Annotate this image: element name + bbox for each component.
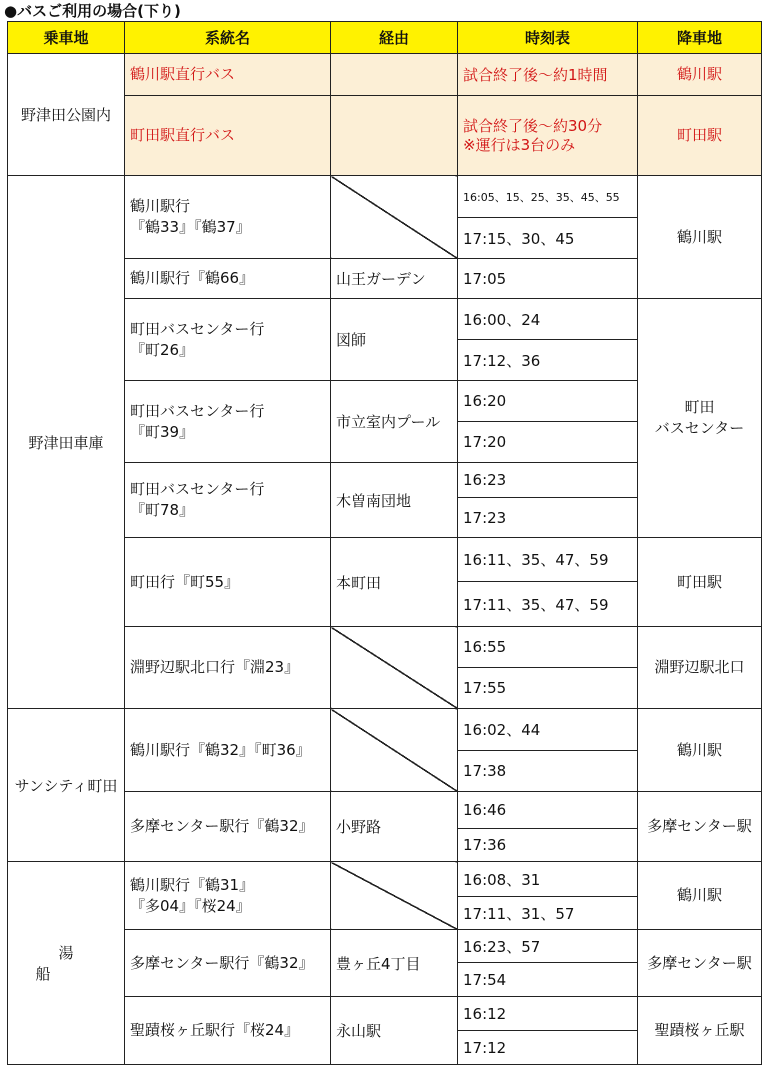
departure-times: 17:55 [458, 668, 638, 709]
departure-times: 16:23、57 [458, 930, 638, 963]
alighting-stop: 鶴川駅 [638, 709, 762, 792]
route-name: 町田行『町55』 [125, 538, 331, 627]
table-row [8, 54, 762, 96]
header-alighting-stop: 降車地 [638, 22, 762, 54]
alighting-stop: 町田駅 [638, 96, 762, 176]
boarding-stop: サンシティ町田 [8, 709, 125, 862]
departure-times: 17:11、35、47、59 [458, 582, 638, 627]
alighting-stop: 多摩センター駅 [638, 792, 762, 862]
departure-times: 17:05 [458, 259, 638, 299]
via-none [331, 709, 458, 792]
departure-times: 17:36 [458, 829, 638, 862]
departure-times: 16:23 [458, 463, 638, 498]
departure-times: 16:55 [458, 627, 638, 668]
departure-times: 17:20 [458, 422, 638, 463]
route-name: 鶴川駅行『鶴66』 [125, 259, 331, 299]
departure-times: 16:08、31 [458, 862, 638, 897]
route-name: 鶴川駅行『鶴32』『町36』 [125, 709, 331, 792]
route-name: 淵野辺駅北口行『淵23』 [125, 627, 331, 709]
table-row [8, 709, 762, 751]
via-stop: 本町田 [331, 538, 458, 627]
header-via: 経由 [331, 22, 458, 54]
route-name: 町田バスセンター行 『町78』 [125, 463, 331, 538]
departure-times: 試合終了後～約1時間 [458, 54, 638, 96]
table-row [8, 862, 762, 897]
departure-times: 17:12、36 [458, 340, 638, 381]
via-stop: 豊ヶ丘4丁目 [331, 930, 458, 997]
alighting-stop: 町田駅 [638, 538, 762, 627]
departure-times: 17:54 [458, 963, 638, 997]
table-row [8, 176, 762, 218]
via-none [331, 627, 458, 709]
route-name: 町田駅直行バス [125, 96, 331, 176]
departure-times: 17:12 [458, 1031, 638, 1065]
section-title: ●バスご利用の場合(下り) [4, 2, 181, 20]
route-name: 多摩センター駅行『鶴32』 [125, 792, 331, 862]
via-none [331, 54, 458, 96]
departure-times: 16:46 [458, 792, 638, 829]
departure-times: 16:20 [458, 381, 638, 422]
alighting-stop: 鶴川駅 [638, 176, 762, 299]
alighting-stop: 聖蹟桜ヶ丘駅 [638, 997, 762, 1065]
alighting-stop: 鶴川駅 [638, 54, 762, 96]
alighting-stop: 多摩センター駅 [638, 930, 762, 997]
boarding-stop: 湯船 [8, 862, 125, 1065]
boarding-stop: 野津田車庫 [8, 176, 125, 709]
route-name: 町田バスセンター行 『町39』 [125, 381, 331, 463]
departure-times: 16:12 [458, 997, 638, 1031]
alighting-stop: 淵野辺駅北口 [638, 627, 762, 709]
alighting-stop: 鶴川駅 [638, 862, 762, 930]
departure-times: 17:38 [458, 751, 638, 792]
route-name: 聖蹟桜ヶ丘駅行『桜24』 [125, 997, 331, 1065]
departure-times: 16:02、44 [458, 709, 638, 751]
via-stop: 永山駅 [331, 997, 458, 1065]
bus-timetable [7, 21, 762, 1065]
departure-times: 16:05、15、25、35、45、55 [458, 176, 638, 218]
header-timetable: 時刻表 [458, 22, 638, 54]
via-none [331, 176, 458, 259]
route-name: 多摩センター駅行『鶴32』 [125, 930, 331, 997]
via-none [331, 862, 458, 930]
header-boarding-stop: 乗車地 [8, 22, 125, 54]
departure-times: 16:00、24 [458, 299, 638, 340]
departure-times: 17:15、30、45 [458, 218, 638, 259]
via-stop: 図師 [331, 299, 458, 381]
via-none [331, 96, 458, 176]
via-stop: 市立室内プール [331, 381, 458, 463]
departure-times: 17:11、31、57 [458, 897, 638, 930]
departure-times: 16:11、35、47、59 [458, 538, 638, 582]
route-name: 鶴川駅直行バス [125, 54, 331, 96]
via-stop: 木曽南団地 [331, 463, 458, 538]
header-row [8, 22, 762, 54]
departure-times: 試合終了後～約30分 ※運行は3台のみ [458, 96, 638, 176]
route-name: 鶴川駅行 『鶴33』『鶴37』 [125, 176, 331, 259]
alighting-stop: 町田 バスセンター [638, 299, 762, 538]
via-stop: 小野路 [331, 792, 458, 862]
via-stop: 山王ガーデン [331, 259, 458, 299]
route-name: 町田バスセンター行 『町26』 [125, 299, 331, 381]
boarding-stop: 野津田公園内 [8, 54, 125, 176]
departure-times: 17:23 [458, 498, 638, 538]
route-name: 鶴川駅行『鶴31』 『多04』『桜24』 [125, 862, 331, 930]
header-route: 系統名 [125, 22, 331, 54]
